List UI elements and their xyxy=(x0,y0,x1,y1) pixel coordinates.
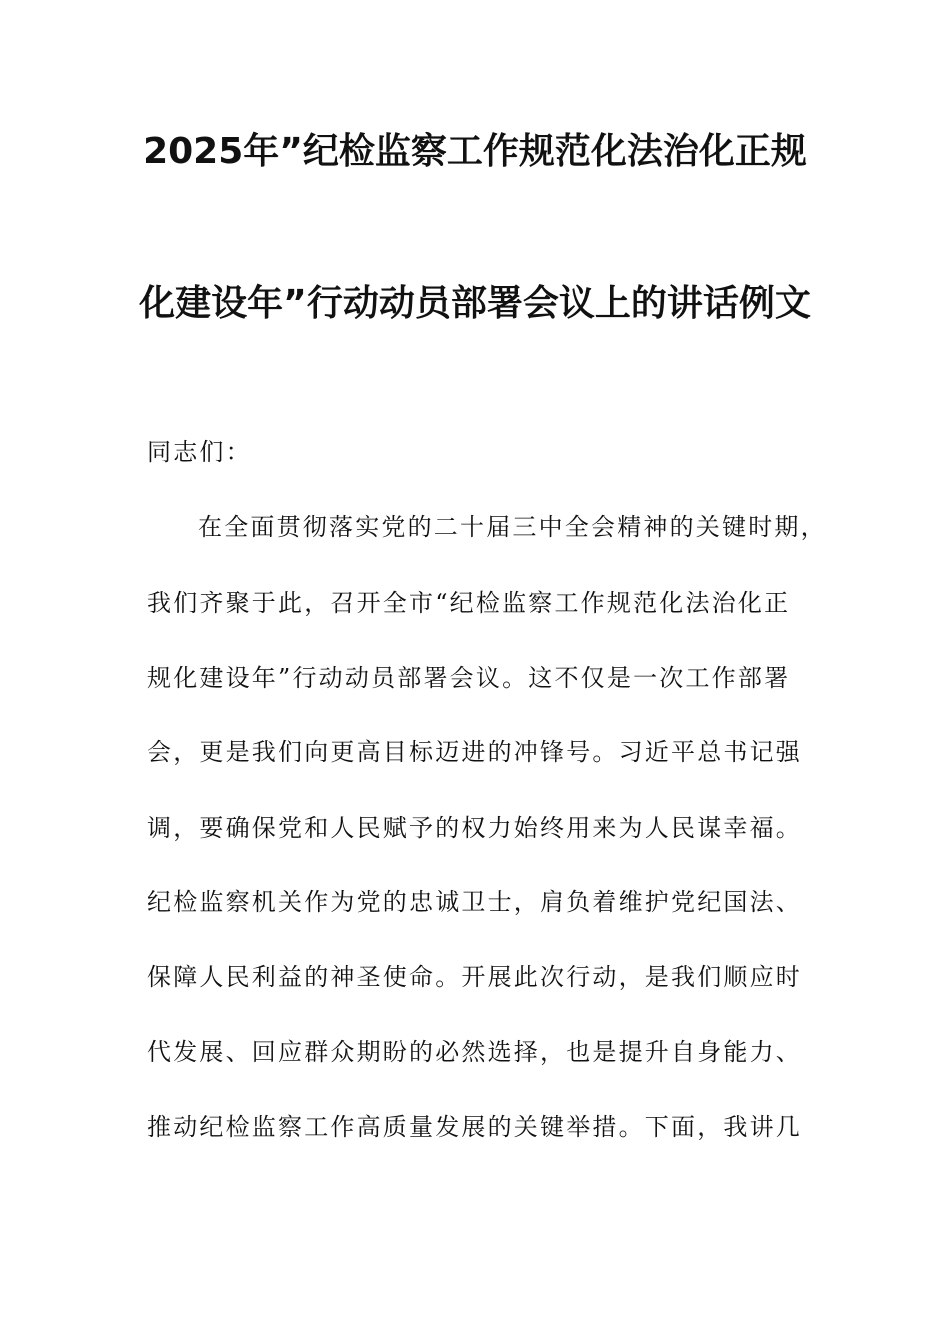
paragraph-line: 调，要确保党和人民赋予的权力始终用来为人民谋幸福。 xyxy=(147,814,802,842)
paragraph-line: 代发展、回应群众期盼的必然选择，也是提升自身能力、 xyxy=(147,1038,802,1066)
paragraph-line: 我们齐聚于此，召开全市“纪检监察工作规范化法治化正 xyxy=(147,589,791,617)
paragraph-line: 保障人民利益的神圣使命。开展此次行动，是我们顺应时 xyxy=(147,963,802,991)
document-title-line-2: 化建设年”行动动员部署会议上的讲话例文 xyxy=(139,283,811,324)
paragraph-line: 在全面贯彻落实党的二十届三中全会精神的关键时期， xyxy=(198,513,827,541)
paragraph-line: 纪检监察机关作为党的忠诚卫士，肩负着维护党纪国法、 xyxy=(147,888,802,916)
document-title-line-1: 2025年”纪检监察工作规范化法治化正规 xyxy=(143,131,807,172)
paragraph-line: 会，更是我们向更高目标迈进的冲锋号。习近平总书记强 xyxy=(147,738,802,766)
paragraph-line: 规化建设年”行动动员部署会议。这不仅是一次工作部署 xyxy=(147,664,791,692)
greeting: 同志们： xyxy=(147,438,252,466)
paragraph-line: 推动纪检监察工作高质量发展的关键举措。下面，我讲几 xyxy=(147,1113,802,1141)
